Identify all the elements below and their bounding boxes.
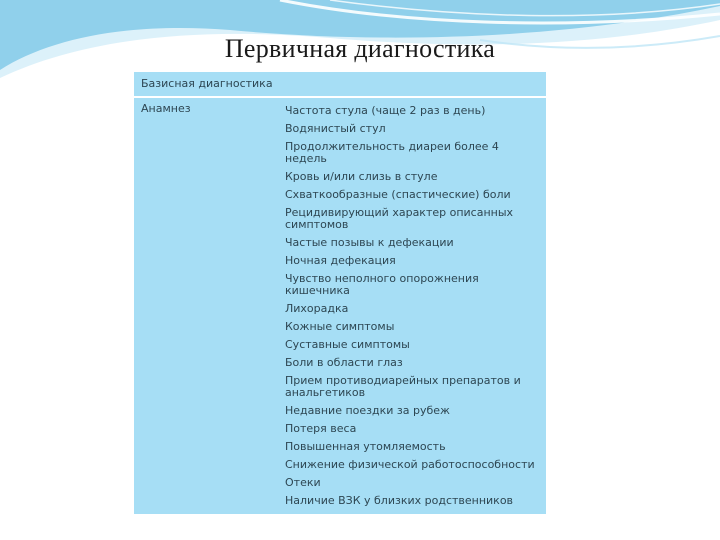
list-item: Наличие ВЗК у близких родственников — [285, 494, 514, 507]
list-item: Потеря веса — [285, 422, 357, 435]
list-item: Суставные симптомы — [285, 338, 410, 351]
list-item: Кожные симптомы — [285, 320, 395, 333]
list-item: Продолжительность диареи более 4 недель — [285, 140, 499, 165]
list-item: Лихорадка — [285, 302, 349, 315]
list-item: Ночная дефекация — [285, 254, 396, 267]
section-label-anamnesis: Анамнез — [141, 102, 191, 115]
list-item: Повышенная утомляемость — [285, 440, 446, 453]
list-item: Прием противодиарейных препаратов и анальгетиков — [285, 374, 521, 399]
list-item: Рецидивирующий характер описанных симптомов — [285, 206, 514, 231]
list-item: Частые позывы к дефекации — [285, 236, 454, 249]
symptom-list — [285, 102, 540, 510]
list-item: Снижение физической работоспособности — [285, 458, 535, 471]
table-header: Базисная диагностика — [134, 72, 546, 98]
list-item: Боли в области глаз — [285, 356, 403, 369]
list-item: Отеки — [285, 476, 321, 489]
list-item: Кровь и/или слизь в стуле — [285, 170, 438, 183]
list-item: Водянистый стул — [285, 122, 386, 135]
diagnostics-table — [134, 72, 546, 514]
list-item: Недавние поездки за рубеж — [285, 404, 450, 417]
list-item: Чувство неполного опорожнения кишечника — [285, 272, 479, 297]
list-item: Схваткообразные (спастические) боли — [285, 188, 511, 201]
list-item: Частота стула (чаще 2 раз в день) — [285, 104, 486, 117]
table-body — [134, 98, 546, 510]
slide-title: Первичная диагностика — [224, 34, 496, 63]
